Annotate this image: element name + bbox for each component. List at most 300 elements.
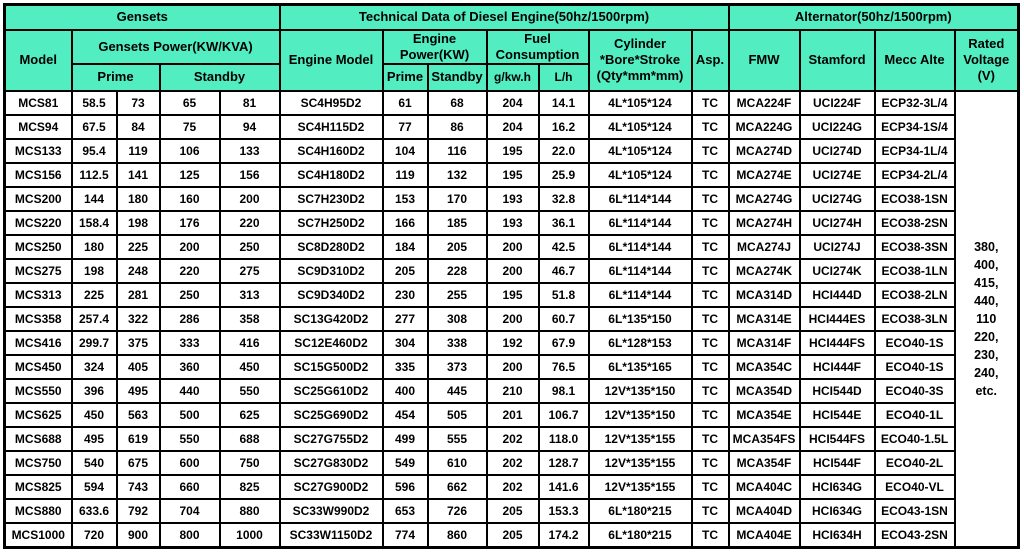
cell-fmw: MCA274G <box>729 187 800 211</box>
cell-stamford: UCI224G <box>800 115 875 139</box>
cell-engine-prime-kw: 277 <box>383 307 428 331</box>
header-model: Model <box>5 30 72 92</box>
cell-fuel-g-kwh: 204 <box>487 115 539 139</box>
cell-engine-model: SC9D310D2 <box>280 259 383 283</box>
header-cylinder-line1: Cylinder <box>613 35 666 51</box>
cell-mecc-alte: ECP34-2L/4 <box>875 163 955 187</box>
cell-engine-model: SC4H115D2 <box>280 115 383 139</box>
cell-stamford: HCI544E <box>800 403 875 427</box>
cell-model: MCS94 <box>5 115 72 139</box>
rated-voltage-line: 400, <box>974 257 999 272</box>
cell-aspiration: TC <box>692 331 729 355</box>
cell-stamford: UCI224F <box>800 91 875 115</box>
cell-prime-kw: 299.7 <box>72 331 117 355</box>
header-engine-prime: Prime <box>383 64 428 91</box>
cell-prime-kw: 95.4 <box>72 139 117 163</box>
table-row <box>5 403 1019 427</box>
cell-prime-kva: 900 <box>117 523 160 547</box>
cell-prime-kva: 73 <box>117 91 160 115</box>
cell-engine-prime-kw: 205 <box>383 259 428 283</box>
section-alternator: Alternator(50hz/1500rpm) <box>729 5 1019 30</box>
header-engine-power: Engine Power(KW) <box>383 30 487 65</box>
cell-model: MCS358 <box>5 307 72 331</box>
cell-engine-prime-kw: 596 <box>383 475 428 499</box>
header-standby: Standby <box>160 64 280 91</box>
cell-standby-kw: 176 <box>160 211 220 235</box>
cell-fuel-g-kwh: 200 <box>487 307 539 331</box>
cell-prime-kw: 324 <box>72 355 117 379</box>
cell-fuel-lh: 153.3 <box>539 499 589 523</box>
cell-prime-kva: 322 <box>117 307 160 331</box>
cell-engine-prime-kw: 454 <box>383 403 428 427</box>
cell-standby-kw: 250 <box>160 283 220 307</box>
cell-engine-standby-kw: 555 <box>428 427 487 451</box>
cell-model: MCS220 <box>5 211 72 235</box>
cell-fuel-g-kwh: 205 <box>487 499 539 523</box>
cell-fmw: MCA224F <box>729 91 800 115</box>
cell-prime-kw: 158.4 <box>72 211 117 235</box>
cell-model: MCS880 <box>5 499 72 523</box>
cell-cylinder: 12V*135*155 <box>589 427 692 451</box>
table-row <box>5 355 1019 379</box>
cell-mecc-alte: ECO40-2L <box>875 451 955 475</box>
cell-cylinder: 12V*135*150 <box>589 379 692 403</box>
cell-standby-kva: 450 <box>220 355 280 379</box>
cell-fuel-g-kwh: 200 <box>487 235 539 259</box>
cell-cylinder: 6L*114*144 <box>589 235 692 259</box>
cell-fuel-lh: 174.2 <box>539 523 589 547</box>
table-row <box>5 475 1019 499</box>
cell-engine-standby-kw: 170 <box>428 187 487 211</box>
rated-voltage-line: 380, <box>974 239 999 254</box>
cell-fuel-g-kwh: 195 <box>487 163 539 187</box>
cell-cylinder: 6L*180*215 <box>589 499 692 523</box>
cell-standby-kva: 133 <box>220 139 280 163</box>
cell-engine-prime-kw: 119 <box>383 163 428 187</box>
cell-engine-standby-kw: 726 <box>428 499 487 523</box>
table-row <box>5 331 1019 355</box>
cell-prime-kw: 180 <box>72 235 117 259</box>
cell-fuel-lh: 22.0 <box>539 139 589 163</box>
cell-cylinder: 6L*128*153 <box>589 331 692 355</box>
cell-fuel-lh: 32.8 <box>539 187 589 211</box>
cell-standby-kva: 825 <box>220 475 280 499</box>
cell-engine-standby-kw: 860 <box>428 523 487 547</box>
cell-engine-standby-kw: 662 <box>428 475 487 499</box>
table-row <box>5 139 1019 163</box>
rated-voltage-line: 440, <box>974 293 999 308</box>
cell-stamford: HCI444ES <box>800 307 875 331</box>
cell-engine-standby-kw: 610 <box>428 451 487 475</box>
header-stamford: Stamford <box>800 30 875 92</box>
cell-stamford: HCI444FS <box>800 331 875 355</box>
cell-fuel-g-kwh: 202 <box>487 427 539 451</box>
header-engine-model: Engine Model <box>280 30 383 92</box>
cell-fuel-g-kwh: 193 <box>487 187 539 211</box>
cell-engine-model: SC7H230D2 <box>280 187 383 211</box>
cell-stamford: HCI634G <box>800 475 875 499</box>
cell-prime-kw: 396 <box>72 379 117 403</box>
cell-fuel-lh: 141.6 <box>539 475 589 499</box>
cell-fuel-g-kwh: 202 <box>487 451 539 475</box>
rated-voltage-line: 230, <box>974 347 999 362</box>
cell-stamford: UCI274J <box>800 235 875 259</box>
header-asp: Asp. <box>692 30 729 92</box>
cell-mecc-alte: ECP34-1L/4 <box>875 139 955 163</box>
cell-stamford: HCI544F <box>800 451 875 475</box>
rated-voltage-line: 240, <box>974 365 999 380</box>
cell-standby-kva: 550 <box>220 379 280 403</box>
cell-standby-kva: 200 <box>220 187 280 211</box>
cell-standby-kw: 200 <box>160 235 220 259</box>
table-row <box>5 523 1019 547</box>
cell-aspiration: TC <box>692 235 729 259</box>
cell-standby-kw: 800 <box>160 523 220 547</box>
cell-engine-prime-kw: 230 <box>383 283 428 307</box>
cell-fuel-lh: 42.5 <box>539 235 589 259</box>
table-row <box>5 115 1019 139</box>
cell-mecc-alte: ECO38-3LN <box>875 307 955 331</box>
cell-engine-standby-kw: 308 <box>428 307 487 331</box>
cell-engine-standby-kw: 205 <box>428 235 487 259</box>
cell-fmw: MCA224G <box>729 115 800 139</box>
cell-prime-kva: 563 <box>117 403 160 427</box>
cell-standby-kva: 1000 <box>220 523 280 547</box>
cell-standby-kva: 625 <box>220 403 280 427</box>
cell-prime-kw: 112.5 <box>72 163 117 187</box>
cell-model: MCS416 <box>5 331 72 355</box>
cell-fuel-lh: 118.0 <box>539 427 589 451</box>
header-lh: L/h <box>539 64 589 91</box>
cell-engine-model: SC4H160D2 <box>280 139 383 163</box>
cell-model: MCS313 <box>5 283 72 307</box>
cell-model: MCS825 <box>5 475 72 499</box>
cell-engine-standby-kw: 116 <box>428 139 487 163</box>
cell-stamford: UCI274K <box>800 259 875 283</box>
table-row <box>5 235 1019 259</box>
cell-engine-model: SC33W990D2 <box>280 499 383 523</box>
cell-prime-kw: 594 <box>72 475 117 499</box>
header-rated-voltage-line3: (V) <box>977 68 995 84</box>
rated-voltage-line: etc. <box>975 383 998 398</box>
cell-fuel-lh: 128.7 <box>539 451 589 475</box>
cell-model: MCS750 <box>5 451 72 475</box>
cell-cylinder: 6L*135*165 <box>589 355 692 379</box>
cell-fuel-g-kwh: 195 <box>487 283 539 307</box>
cell-standby-kw: 660 <box>160 475 220 499</box>
cell-mecc-alte: ECO40-1.5L <box>875 427 955 451</box>
cell-fmw: MCA314E <box>729 307 800 331</box>
cell-prime-kw: 633.6 <box>72 499 117 523</box>
cell-cylinder: 6L*135*150 <box>589 307 692 331</box>
cell-engine-standby-kw: 505 <box>428 403 487 427</box>
cell-aspiration: TC <box>692 499 729 523</box>
cell-prime-kva: 248 <box>117 259 160 283</box>
cell-fmw: MCA274J <box>729 235 800 259</box>
cell-cylinder: 6L*114*144 <box>589 187 692 211</box>
cell-engine-standby-kw: 132 <box>428 163 487 187</box>
cell-standby-kw: 600 <box>160 451 220 475</box>
cell-aspiration: TC <box>692 475 729 499</box>
genset-spec-table <box>3 3 1020 549</box>
cell-standby-kw: 333 <box>160 331 220 355</box>
header-cylinder-line3: (Qty*mm*mm) <box>596 68 684 84</box>
cell-model: MCS250 <box>5 235 72 259</box>
table-row <box>5 187 1019 211</box>
cell-prime-kva: 198 <box>117 211 160 235</box>
header-fmw: FMW <box>729 30 800 92</box>
cell-model: MCS156 <box>5 163 72 187</box>
table-row <box>5 211 1019 235</box>
header-mecc-alte: Mecc Alte <box>875 30 955 92</box>
cell-fuel-lh: 16.2 <box>539 115 589 139</box>
cell-engine-prime-kw: 184 <box>383 235 428 259</box>
cell-cylinder: 4L*105*124 <box>589 139 692 163</box>
cell-standby-kva: 313 <box>220 283 280 307</box>
table-row <box>5 499 1019 523</box>
cell-stamford: UCI274G <box>800 187 875 211</box>
cell-mecc-alte: ECO38-2LN <box>875 283 955 307</box>
cell-fuel-lh: 36.1 <box>539 211 589 235</box>
cell-engine-standby-kw: 373 <box>428 355 487 379</box>
cell-mecc-alte: ECO40-1S <box>875 331 955 355</box>
cell-mecc-alte: ECO40-VL <box>875 475 955 499</box>
cell-prime-kw: 67.5 <box>72 115 117 139</box>
cell-standby-kw: 550 <box>160 427 220 451</box>
cell-standby-kw: 286 <box>160 307 220 331</box>
cell-engine-model: SC8D280D2 <box>280 235 383 259</box>
cell-fmw: MCA354D <box>729 379 800 403</box>
cell-standby-kw: 125 <box>160 163 220 187</box>
cell-mecc-alte: ECO38-3SN <box>875 235 955 259</box>
table-row <box>5 307 1019 331</box>
cell-cylinder: 4L*105*124 <box>589 115 692 139</box>
cell-standby-kva: 250 <box>220 235 280 259</box>
cell-cylinder: 12V*135*155 <box>589 451 692 475</box>
cell-prime-kw: 58.5 <box>72 91 117 115</box>
cell-fuel-lh: 14.1 <box>539 91 589 115</box>
cell-fuel-lh: 51.8 <box>539 283 589 307</box>
cell-cylinder: 6L*114*144 <box>589 211 692 235</box>
cell-stamford: UCI274E <box>800 163 875 187</box>
table-row <box>5 283 1019 307</box>
cell-prime-kva: 743 <box>117 475 160 499</box>
cell-fuel-lh: 25.9 <box>539 163 589 187</box>
section-gensets: Gensets <box>5 5 280 30</box>
cell-fmw: MCA274E <box>729 163 800 187</box>
header-cylinder-line2: *Bore*Stroke <box>599 52 681 68</box>
rated-voltage-cell <box>955 91 1019 547</box>
cell-model: MCS450 <box>5 355 72 379</box>
cell-engine-standby-kw: 255 <box>428 283 487 307</box>
cell-fuel-lh: 76.5 <box>539 355 589 379</box>
cell-aspiration: TC <box>692 307 729 331</box>
cell-prime-kva: 119 <box>117 139 160 163</box>
cell-engine-model: SC27G830D2 <box>280 451 383 475</box>
cell-prime-kw: 198 <box>72 259 117 283</box>
cell-prime-kva: 225 <box>117 235 160 259</box>
cell-standby-kva: 416 <box>220 331 280 355</box>
cell-stamford: HCI634H <box>800 523 875 547</box>
cell-mecc-alte: ECO40-1L <box>875 403 955 427</box>
cell-fuel-lh: 46.7 <box>539 259 589 283</box>
cell-standby-kva: 750 <box>220 451 280 475</box>
cell-engine-model: SC4H180D2 <box>280 163 383 187</box>
cell-fmw: MCA354FS <box>729 427 800 451</box>
cell-fmw: MCA354C <box>729 355 800 379</box>
cell-prime-kva: 84 <box>117 115 160 139</box>
cell-prime-kva: 675 <box>117 451 160 475</box>
cell-engine-prime-kw: 653 <box>383 499 428 523</box>
cell-engine-model: SC9D340D2 <box>280 283 383 307</box>
cell-fmw: MCA274H <box>729 211 800 235</box>
cell-fmw: MCA274K <box>729 259 800 283</box>
cell-model: MCS275 <box>5 259 72 283</box>
cell-model: MCS625 <box>5 403 72 427</box>
cell-aspiration: TC <box>692 523 729 547</box>
cell-cylinder: 12V*135*155 <box>589 475 692 499</box>
cell-fmw: MCA314D <box>729 283 800 307</box>
cell-aspiration: TC <box>692 427 729 451</box>
cell-cylinder: 6L*114*144 <box>589 283 692 307</box>
cell-engine-prime-kw: 774 <box>383 523 428 547</box>
cell-prime-kva: 281 <box>117 283 160 307</box>
cell-fuel-g-kwh: 210 <box>487 379 539 403</box>
cell-standby-kva: 358 <box>220 307 280 331</box>
cell-engine-prime-kw: 153 <box>383 187 428 211</box>
cell-standby-kw: 75 <box>160 115 220 139</box>
cell-engine-prime-kw: 335 <box>383 355 428 379</box>
cell-engine-prime-kw: 549 <box>383 451 428 475</box>
cell-prime-kw: 257.4 <box>72 307 117 331</box>
table-body <box>5 91 1019 547</box>
cell-mecc-alte: ECO40-1S <box>875 355 955 379</box>
cell-aspiration: TC <box>692 355 729 379</box>
cell-model: MCS133 <box>5 139 72 163</box>
cell-engine-model: SC33W1150D2 <box>280 523 383 547</box>
cell-prime-kva: 375 <box>117 331 160 355</box>
cell-model: MCS550 <box>5 379 72 403</box>
cell-engine-prime-kw: 166 <box>383 211 428 235</box>
cell-stamford: UCI274H <box>800 211 875 235</box>
cell-cylinder: 4L*105*124 <box>589 163 692 187</box>
cell-mecc-alte: ECP32-3L/4 <box>875 91 955 115</box>
table-row <box>5 451 1019 475</box>
cell-engine-model: SC7H250D2 <box>280 211 383 235</box>
cell-fuel-g-kwh: 202 <box>487 475 539 499</box>
section-engine: Technical Data of Diesel Engine(50hz/1500rpm) <box>280 5 729 30</box>
cell-prime-kw: 225 <box>72 283 117 307</box>
cell-standby-kva: 156 <box>220 163 280 187</box>
cell-prime-kva: 619 <box>117 427 160 451</box>
cell-fuel-g-kwh: 201 <box>487 403 539 427</box>
cell-engine-standby-kw: 68 <box>428 91 487 115</box>
cell-aspiration: TC <box>692 187 729 211</box>
cell-aspiration: TC <box>692 259 729 283</box>
cell-engine-standby-kw: 185 <box>428 211 487 235</box>
cell-engine-model: SC15G500D2 <box>280 355 383 379</box>
table-row <box>5 91 1019 115</box>
cell-stamford: HCI444D <box>800 283 875 307</box>
header-engine-standby: Standby <box>428 64 487 91</box>
cell-model: MCS1000 <box>5 523 72 547</box>
cell-aspiration: TC <box>692 115 729 139</box>
cell-prime-kva: 180 <box>117 187 160 211</box>
cell-aspiration: TC <box>692 379 729 403</box>
table-row <box>5 163 1019 187</box>
cell-mecc-alte: ECO40-3S <box>875 379 955 403</box>
cell-aspiration: TC <box>692 283 729 307</box>
cell-mecc-alte: ECO38-1LN <box>875 259 955 283</box>
cell-fuel-g-kwh: 200 <box>487 259 539 283</box>
table-header <box>5 5 1019 92</box>
cell-standby-kva: 220 <box>220 211 280 235</box>
cell-engine-prime-kw: 400 <box>383 379 428 403</box>
rated-voltage-line: 110 <box>976 311 997 326</box>
cell-standby-kw: 220 <box>160 259 220 283</box>
cell-mecc-alte: ECO43-1SN <box>875 499 955 523</box>
cell-standby-kva: 275 <box>220 259 280 283</box>
cell-fuel-g-kwh: 195 <box>487 139 539 163</box>
cell-fuel-g-kwh: 193 <box>487 211 539 235</box>
cell-fmw: MCA354E <box>729 403 800 427</box>
cell-standby-kw: 440 <box>160 379 220 403</box>
cell-stamford: HCI544D <box>800 379 875 403</box>
table-row <box>5 427 1019 451</box>
header-g-kwh: g/kw.h <box>487 64 539 91</box>
rated-voltage-line: 220, <box>974 329 999 344</box>
header-fuel-consumption: Fuel Consumption <box>487 30 589 65</box>
cell-aspiration: TC <box>692 211 729 235</box>
cell-fmw: MCA314F <box>729 331 800 355</box>
cell-model: MCS81 <box>5 91 72 115</box>
cell-cylinder: 4L*105*124 <box>589 91 692 115</box>
cell-prime-kw: 720 <box>72 523 117 547</box>
cell-model: MCS200 <box>5 187 72 211</box>
cell-fuel-lh: 98.1 <box>539 379 589 403</box>
cell-fuel-lh: 60.7 <box>539 307 589 331</box>
cell-engine-prime-kw: 104 <box>383 139 428 163</box>
cell-prime-kw: 495 <box>72 427 117 451</box>
rated-voltage-line: 415, <box>974 275 999 290</box>
cell-fuel-lh: 106.7 <box>539 403 589 427</box>
cell-prime-kva: 405 <box>117 355 160 379</box>
header-rated-voltage-line2: Voltage <box>963 52 1010 68</box>
cell-standby-kw: 106 <box>160 139 220 163</box>
cell-standby-kw: 360 <box>160 355 220 379</box>
cell-cylinder: 6L*180*215 <box>589 523 692 547</box>
cell-prime-kva: 792 <box>117 499 160 523</box>
cell-stamford: HCI544FS <box>800 427 875 451</box>
cell-engine-model: SC27G900D2 <box>280 475 383 499</box>
cell-engine-standby-kw: 338 <box>428 331 487 355</box>
cell-engine-standby-kw: 445 <box>428 379 487 403</box>
cell-standby-kva: 94 <box>220 115 280 139</box>
cell-standby-kw: 160 <box>160 187 220 211</box>
cell-stamford: UCI274D <box>800 139 875 163</box>
header-gensets-power: Gensets Power(KW/KVA) <box>72 30 280 65</box>
table-row <box>5 379 1019 403</box>
cell-engine-prime-kw: 61 <box>383 91 428 115</box>
cell-mecc-alte: ECO38-1SN <box>875 187 955 211</box>
cell-mecc-alte: ECO38-2SN <box>875 211 955 235</box>
cell-engine-model: SC12E460D2 <box>280 331 383 355</box>
cell-fmw: MCA274D <box>729 139 800 163</box>
cell-model: MCS688 <box>5 427 72 451</box>
cell-mecc-alte: ECP34-1S/4 <box>875 115 955 139</box>
cell-engine-prime-kw: 499 <box>383 427 428 451</box>
cell-prime-kw: 144 <box>72 187 117 211</box>
